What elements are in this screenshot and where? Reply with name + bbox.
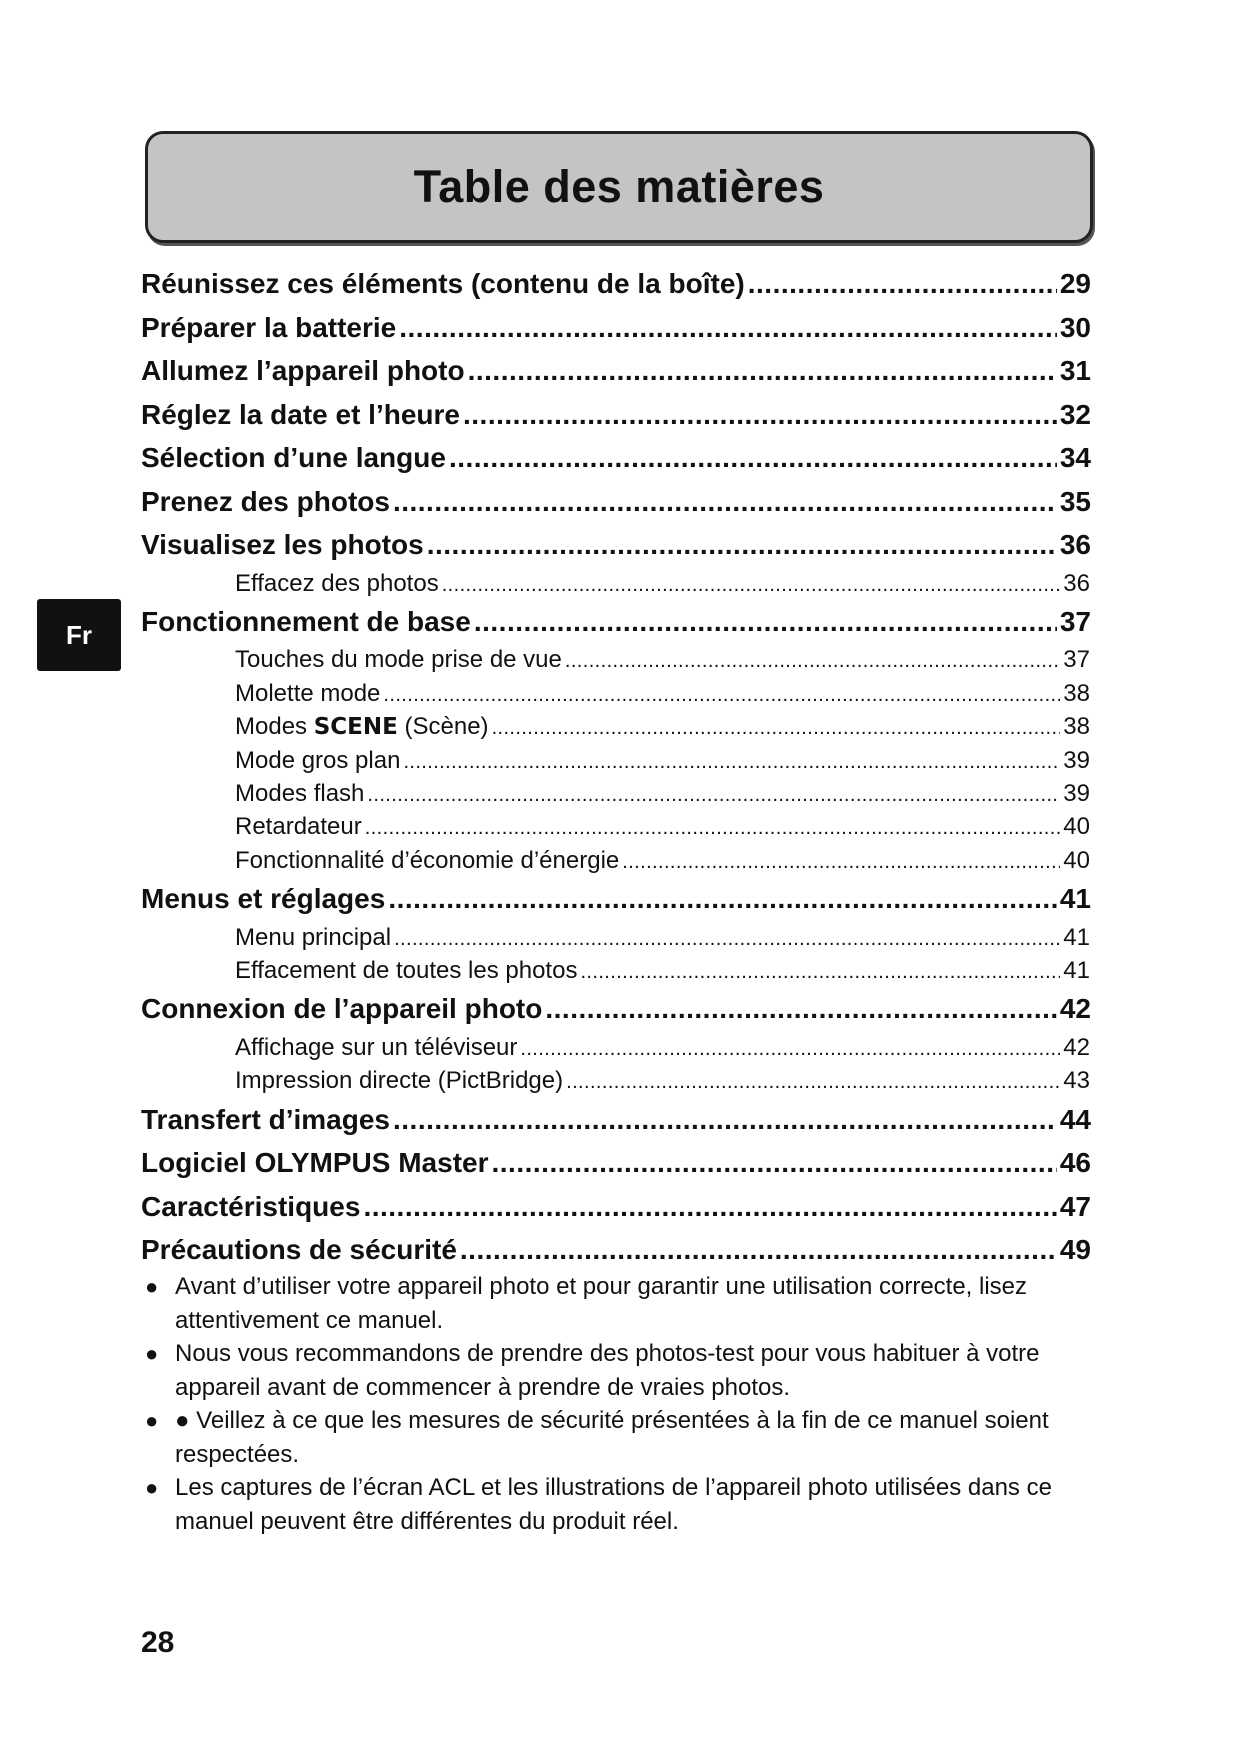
note-item bbox=[145, 1404, 1120, 1471]
dot-leader bbox=[492, 712, 1061, 743]
bullet-icon: ● bbox=[145, 1475, 159, 1500]
title-box bbox=[145, 131, 1093, 243]
dot-leader bbox=[383, 679, 1060, 710]
toc-entry-label: Préparer la batterie bbox=[141, 311, 397, 343]
page-title: Table des matières bbox=[413, 161, 825, 212]
dot-leader bbox=[365, 812, 1061, 843]
toc-subentry-label bbox=[235, 710, 489, 743]
dot-leader bbox=[748, 262, 1057, 306]
toc-entry-label: Précautions de sécurité bbox=[141, 1234, 457, 1266]
toc-entry[interactable] bbox=[141, 393, 1101, 437]
toc-entry-page: 44 bbox=[1059, 1103, 1091, 1135]
toc-entry[interactable] bbox=[141, 262, 1101, 306]
toc-subentry-label: Mode gros plan bbox=[235, 746, 401, 774]
toc-entry-page: 29 bbox=[1059, 268, 1091, 299]
toc-entry-page: 36 bbox=[1059, 529, 1091, 560]
dot-leader bbox=[449, 436, 1057, 480]
toc-subentry-page: 39 bbox=[1063, 746, 1090, 774]
toc-entry[interactable] bbox=[141, 877, 1101, 921]
language-tab: Fr bbox=[37, 599, 121, 671]
toc-subentry-label: Effacez des photos bbox=[235, 569, 439, 597]
toc-subentry[interactable] bbox=[141, 1064, 1101, 1097]
dot-leader bbox=[403, 746, 1060, 777]
toc-subentry[interactable] bbox=[141, 567, 1101, 600]
toc-subentry[interactable] bbox=[141, 844, 1101, 877]
toc-entry-label: Sélection d’une langue bbox=[141, 442, 446, 473]
toc-subentry-label: Touches du mode prise de vue bbox=[235, 646, 562, 674]
dot-leader bbox=[565, 645, 1060, 676]
dot-leader bbox=[388, 877, 1057, 921]
note-item bbox=[145, 1337, 1120, 1404]
toc-entry-label: Caractéristiques bbox=[141, 1190, 361, 1222]
toc-entry-page: 47 bbox=[1059, 1190, 1091, 1222]
toc-entry-page: 31 bbox=[1059, 355, 1091, 386]
dot-leader bbox=[622, 846, 1060, 877]
dot-leader bbox=[394, 923, 1060, 954]
toc-subentry-page: 38 bbox=[1063, 679, 1090, 707]
dot-leader bbox=[468, 349, 1057, 393]
toc-entry[interactable] bbox=[141, 523, 1101, 567]
toc-entry-label: Transfert d’images bbox=[141, 1103, 390, 1135]
dot-leader bbox=[463, 393, 1057, 437]
toc-entry[interactable] bbox=[141, 349, 1101, 393]
toc-subentry[interactable] bbox=[141, 643, 1101, 676]
toc-entry-page: 32 bbox=[1059, 398, 1091, 430]
toc-entry-label: Connexion de l’appareil photo bbox=[141, 993, 543, 1025]
page-number: 28 bbox=[141, 1626, 175, 1659]
dot-leader bbox=[520, 1033, 1060, 1064]
dot-leader bbox=[442, 569, 1061, 600]
dot-leader bbox=[393, 480, 1057, 524]
toc-subentry-page: 40 bbox=[1063, 813, 1090, 841]
toc-entry[interactable] bbox=[141, 306, 1101, 350]
toc-entry-label: Menus et réglages bbox=[141, 883, 386, 915]
dot-leader bbox=[474, 600, 1057, 644]
toc-entry-page: 41 bbox=[1059, 883, 1091, 915]
dot-leader bbox=[566, 1066, 1060, 1097]
dot-leader bbox=[363, 1185, 1056, 1229]
dot-leader bbox=[393, 1098, 1057, 1142]
toc-subentry-label: Menu principal bbox=[235, 923, 392, 951]
toc-entry-label: Prenez des photos bbox=[141, 485, 390, 517]
note-item bbox=[145, 1270, 1120, 1337]
toc-entry[interactable] bbox=[141, 1228, 1101, 1272]
toc-subentry-page: 39 bbox=[1063, 779, 1090, 807]
toc-subentry[interactable] bbox=[141, 810, 1101, 843]
toc-entry-page: 34 bbox=[1059, 442, 1091, 473]
toc-entry-label: Logiciel OLYMPUS Master bbox=[141, 1147, 489, 1179]
bullet-icon: ● bbox=[145, 1274, 159, 1299]
toc-subentry-page: 36 bbox=[1063, 569, 1090, 597]
dot-leader bbox=[492, 1141, 1057, 1185]
toc-entry-page: 37 bbox=[1059, 605, 1091, 637]
toc-subentry-label: Impression directe (PictBridge) bbox=[235, 1067, 564, 1095]
toc-subentry[interactable] bbox=[141, 744, 1101, 777]
toc-subentry-page: 43 bbox=[1063, 1067, 1090, 1095]
toc-subentry-label-prefix: Modes bbox=[235, 713, 308, 741]
toc-entry[interactable] bbox=[141, 600, 1101, 644]
toc-subentry[interactable] bbox=[141, 677, 1101, 710]
toc-subentry-page: 37 bbox=[1063, 646, 1090, 674]
toc-subentry[interactable] bbox=[141, 1031, 1101, 1064]
toc-subentry-label: Retardateur bbox=[235, 813, 362, 841]
note-text: Les captures de l’écran ACL et les illustrations de l’appareil photo utilisées dans ce manuel peuvent être différentes du produit réel. bbox=[175, 1474, 1052, 1535]
dot-leader bbox=[580, 956, 1060, 987]
toc-subentry-page: 42 bbox=[1063, 1033, 1090, 1061]
toc-subentry-page: 38 bbox=[1063, 713, 1090, 741]
toc-subentry-page: 41 bbox=[1063, 923, 1090, 951]
toc-entry[interactable] bbox=[141, 436, 1101, 480]
toc-subentry[interactable] bbox=[141, 710, 1101, 743]
note-text: ● Veillez à ce que les mesures de sécurité présentées à la fin de ce manuel soient respectées. bbox=[175, 1407, 1049, 1468]
toc-entry-page: 30 bbox=[1059, 311, 1091, 343]
toc-subentry-label: Affichage sur un téléviseur bbox=[235, 1033, 518, 1061]
toc-subentry-label: Modes flash bbox=[235, 779, 365, 807]
note-text: Avant d’utiliser votre appareil photo et pour garantir une utilisation correcte, lisez attentivement ce manuel. bbox=[175, 1273, 1028, 1334]
toc-subentry[interactable] bbox=[141, 921, 1101, 954]
toc-subentry-page: 41 bbox=[1063, 957, 1090, 985]
toc-entry[interactable] bbox=[141, 1098, 1101, 1142]
toc-subentry[interactable] bbox=[141, 954, 1101, 987]
dot-leader bbox=[367, 779, 1060, 810]
toc-entry[interactable] bbox=[141, 480, 1101, 524]
toc-entry-label: Visualisez les photos bbox=[141, 529, 424, 560]
toc-entry-page: 49 bbox=[1059, 1234, 1091, 1266]
toc-entry-label: Fonctionnement de base bbox=[141, 605, 471, 637]
toc-subentry-label-suffix: (Scène) bbox=[404, 713, 489, 741]
table-of-contents bbox=[141, 262, 1101, 1272]
toc-entry-page: 42 bbox=[1059, 993, 1091, 1025]
toc-subentry-label: Fonctionnalité d’économie d’énergie bbox=[235, 846, 620, 874]
toc-entry[interactable] bbox=[141, 1185, 1101, 1229]
toc-entry[interactable] bbox=[141, 1141, 1101, 1185]
toc-entry-page: 35 bbox=[1059, 485, 1091, 517]
toc-subentry[interactable] bbox=[141, 777, 1101, 810]
dot-leader bbox=[399, 306, 1057, 350]
note-text: Nous vous recommandons de prendre des photos-test pour vous habituer à votre appareil avant de commencer à prendre de vraies photos. bbox=[175, 1340, 1040, 1401]
toc-subentry-label: Molette mode bbox=[235, 679, 381, 707]
bullet-icon: ● bbox=[145, 1341, 159, 1366]
toc-entry-page: 46 bbox=[1059, 1147, 1091, 1179]
toc-subentry-page: 40 bbox=[1063, 846, 1090, 874]
toc-entry-label: Réunissez ces éléments (contenu de la boîte) bbox=[141, 268, 745, 299]
dot-leader bbox=[545, 987, 1056, 1031]
toc-subentry-label: Effacement de toutes les photos bbox=[235, 957, 578, 985]
toc-entry-label: Allumez l’appareil photo bbox=[141, 355, 465, 386]
toc-entry-label: Réglez la date et l’heure bbox=[141, 398, 460, 430]
dot-leader bbox=[427, 523, 1057, 567]
notes-list bbox=[145, 1270, 1120, 1538]
bullet-icon: ● bbox=[145, 1408, 159, 1433]
dot-leader bbox=[460, 1228, 1057, 1272]
note-item bbox=[145, 1471, 1120, 1538]
toc-entry[interactable] bbox=[141, 987, 1101, 1031]
scene-mode-icon: SCENE bbox=[313, 714, 398, 741]
